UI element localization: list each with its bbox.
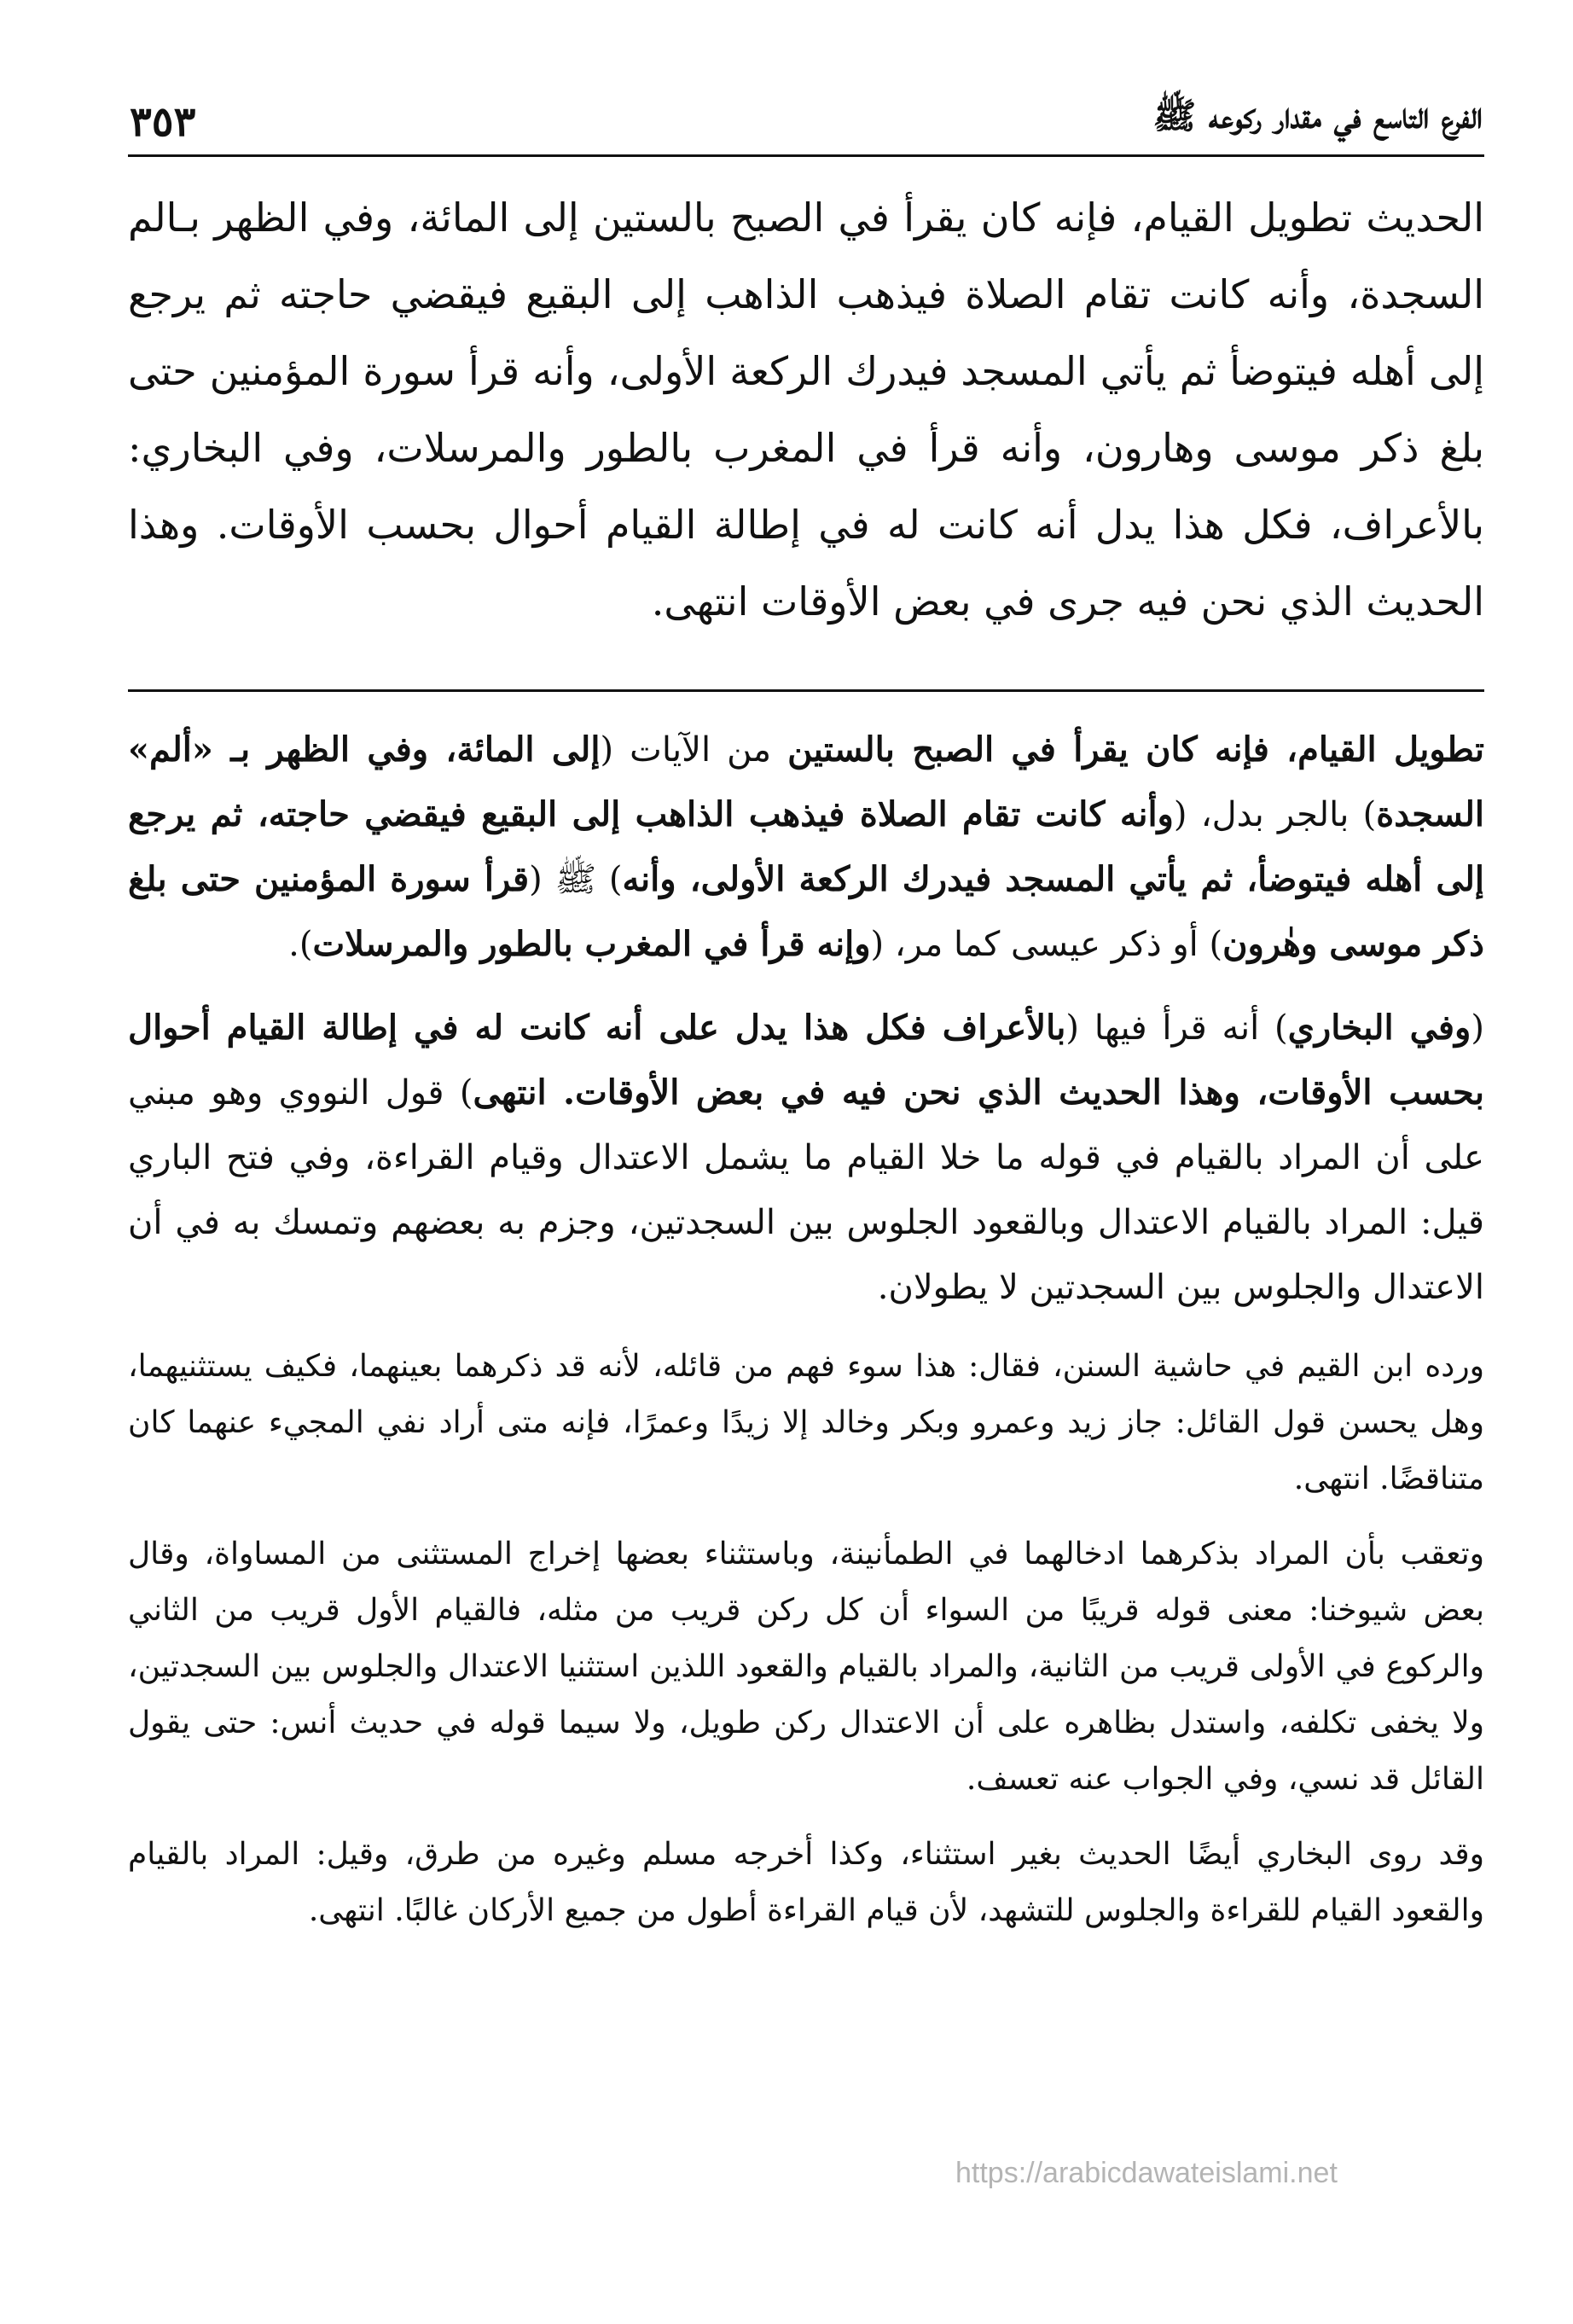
commentary-text: ) قول النووي وهو مبني على أن المراد بالقيام في قوله ما خلا القيام ما يشمل الاعتدال وقيام القراءة، وفي فتح الباري قيل: المراد بالقيام الاعتدال وبالقعود الجلوس بين السجدتين، وجزم به بعضهم وتمسك به في أن الاعتدال والجلوس بين السجدتين لا يطولان. xyxy=(128,1073,1484,1307)
quoted-matn-text: وأنه كانت تقام الصلاة فيذهب الذاهب إلى البقيع فيقضي حاجته، ثم يرجع إلى أهله فيتوضأ، ثم يأتي المسجد فيدرك الركعة الأولى، وأنه xyxy=(128,794,1484,899)
book-page xyxy=(128,85,1484,2269)
quoted-matn-text: بالأعراف فكل هذا يدل على أنه كانت له في إطالة القيام أحوال بحسب الأوقات، وهذا الحديث الذي نحن فيه في بعض الأوقات. انتهى xyxy=(128,1008,1485,1113)
quoted-matn-text: وإنه قرأ في المغرب بالطور والمرسلات xyxy=(312,924,871,964)
commentary-paragraph-2 xyxy=(128,996,1484,1320)
quoted-matn-text: قرأ سورة المؤمنين حتى بلغ ذكر موسى وهٰرون xyxy=(128,859,1484,964)
commentary-section xyxy=(128,718,1484,1939)
commentary-text: ) ﷺ ( xyxy=(529,860,623,899)
commentary-text: ) بالجر بدل، ( xyxy=(1173,795,1377,834)
page-number: ٣٥٣ xyxy=(130,98,196,146)
main-hadith-text: الحديث تطويل القيام، فإنه كان يقرأ في الصبح بالستين إلى المائة، وفي الظهر بـالم السجدة، وأنه كانت تقام الصلاة فيذهب الذاهب إلى البقيع فيقضي حاجته ثم يرجع إلى أهله فيتوضأ ثم يأتي المسجد فيدرك الركعة الأولى، وأنه قرأ سورة المؤمنين حتى بلغ ذكر موسى وهارون، وأنه قرأ في المغرب بالطور والمرسلات، وفي البخاري: بالأعراف، فكل هذا يدل أنه كانت له في إطالة القيام أحوال بحسب الأوقات. وهذا الحديث الذي نحن فيه جرى في بعض الأوقات انتهى. xyxy=(128,195,1484,625)
commentary-paragraph-1 xyxy=(128,718,1484,977)
quoted-matn-text: وفي البخاري xyxy=(1287,1008,1471,1048)
running-header xyxy=(128,85,1484,157)
quoted-matn-text: إلى المائة، وفي الظهر بـ «ألم» السجدة xyxy=(128,729,1485,834)
commentary-text: ( xyxy=(1471,1008,1484,1048)
commentary-text: ) أو ذكر عيسى كما مر، ( xyxy=(870,925,1223,964)
commentary-text: من الآيات ( xyxy=(600,730,788,770)
commentary-divider xyxy=(128,689,1484,692)
chapter-title: الفرع التاسع في مقدار ركوعه ﷺ xyxy=(1152,95,1483,137)
commentary-paragraph-3: ورده ابن القيم في حاشية السنن، فقال: هذا سوء فهم من قائله، لأنه قد ذكرهما بعينهما، فكيف يستثنيهما، وهل يحسن قول القائل: جاز زيد وعمرو وبكر وخالد إلا زيدًا وعمرًا، فإنه متى أراد نفي المجيء عنهما كان متناقضًا. انتهى. xyxy=(128,1349,1484,1496)
commentary-paragraph-5: وقد روى البخاري أيضًا الحديث بغير استثناء، وكذا أخرجه مسلم وغيره من طرق، وقيل: المراد بالقيام والقعود القيام للقراءة والجلوس للتشهد، لأن قيام القراءة أطول من جميع الأركان غالبًا. انتهى. xyxy=(128,1837,1484,1928)
commentary-text: ) أنه قرأ فيها ( xyxy=(1065,1008,1288,1048)
commentary-paragraph-4: وتعقب بأن المراد بذكرهما ادخالهما في الطمأنينة، وباستثناء بعضها إخراج المستثنى من المساواة، وقال بعض شيوخنا: معنى قوله قريبًا من السواء أن كل ركن قريب من مثله، فالقيام الأول قريب من الثاني والركوع في الأولى قريب من الثانية، والمراد بالقيام والقعود اللذين استثنيا الاعتدال والجلوس بين السجدتين، ولا يخفى تكلفه، واستدل بظاهره على أن الاعتدال ركن طويل، ولا سيما قوله في حديث أنس: حتى يقول القائل قد نسي، وفي الجواب عنه تعسف. xyxy=(128,1537,1484,1797)
commentary-text: ). xyxy=(288,925,313,964)
quoted-matn-text: تطويل القيام، فإنه كان يقرأ في الصبح بالستين xyxy=(787,729,1484,770)
watermark-url: https://arabicdawateislami.net xyxy=(955,2157,1338,2189)
